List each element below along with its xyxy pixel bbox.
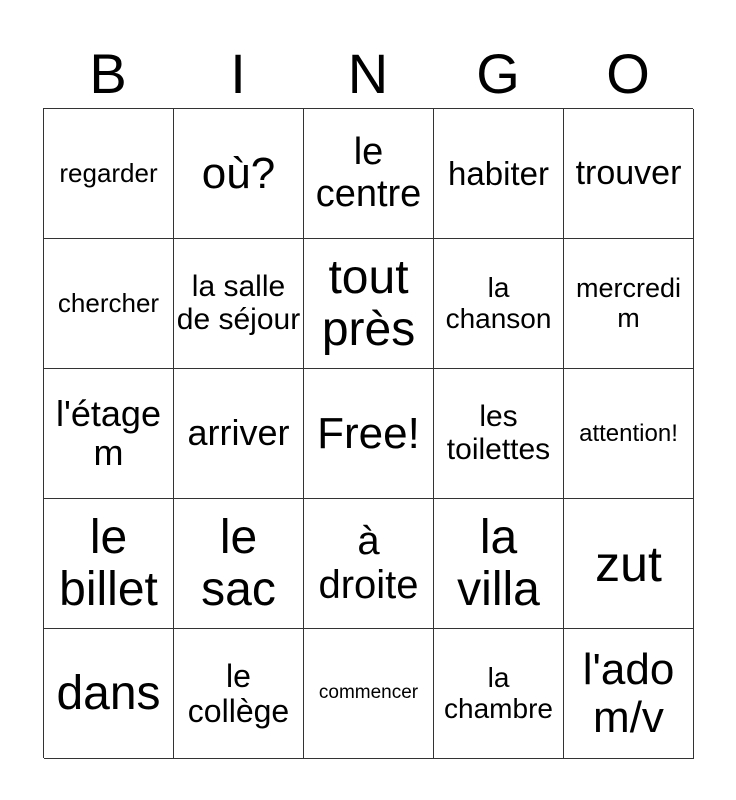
bingo-header: [43, 40, 693, 108]
bingo-cell[interactable]: zut: [564, 499, 694, 629]
bingo-cell[interactable]: habiter: [434, 109, 564, 239]
bingo-cell[interactable]: le collège: [174, 629, 304, 759]
header-letter-g: G: [476, 42, 520, 105]
bingo-cell[interactable]: attention!: [564, 369, 694, 499]
bingo-cell[interactable]: le centre: [304, 109, 434, 239]
bingo-grid: [43, 108, 693, 758]
bingo-cell[interactable]: commencer: [304, 629, 434, 759]
bingo-cell[interactable]: le billet: [44, 499, 174, 629]
header-letter-o: O: [606, 42, 650, 105]
bingo-cell[interactable]: la chanson: [434, 239, 564, 369]
bingo-cell[interactable]: la chambre: [434, 629, 564, 759]
bingo-cell[interactable]: mercredi m: [564, 239, 694, 369]
header-letter-b: B: [89, 42, 127, 105]
bingo-cell[interactable]: où?: [174, 109, 304, 239]
bingo-cell[interactable]: la villa: [434, 499, 564, 629]
bingo-cell[interactable]: le sac: [174, 499, 304, 629]
bingo-cell[interactable]: chercher: [44, 239, 174, 369]
header-letter-i: I: [230, 42, 246, 105]
bingo-cell[interactable]: regarder: [44, 109, 174, 239]
bingo-cell[interactable]: l'étage m: [44, 369, 174, 499]
bingo-cell[interactable]: tout près: [304, 239, 434, 369]
bingo-cell[interactable]: les toilettes: [434, 369, 564, 499]
bingo-cell free-space[interactable]: Free!: [304, 369, 434, 499]
bingo-cell[interactable]: trouver: [564, 109, 694, 239]
bingo-cell[interactable]: dans: [44, 629, 174, 759]
bingo-cell[interactable]: à droite: [304, 499, 434, 629]
bingo-cell[interactable]: l'ado m/v: [564, 629, 694, 759]
bingo-cell[interactable]: arriver: [174, 369, 304, 499]
bingo-cell[interactable]: la salle de séjour: [174, 239, 304, 369]
header-letter-n: N: [347, 42, 389, 105]
